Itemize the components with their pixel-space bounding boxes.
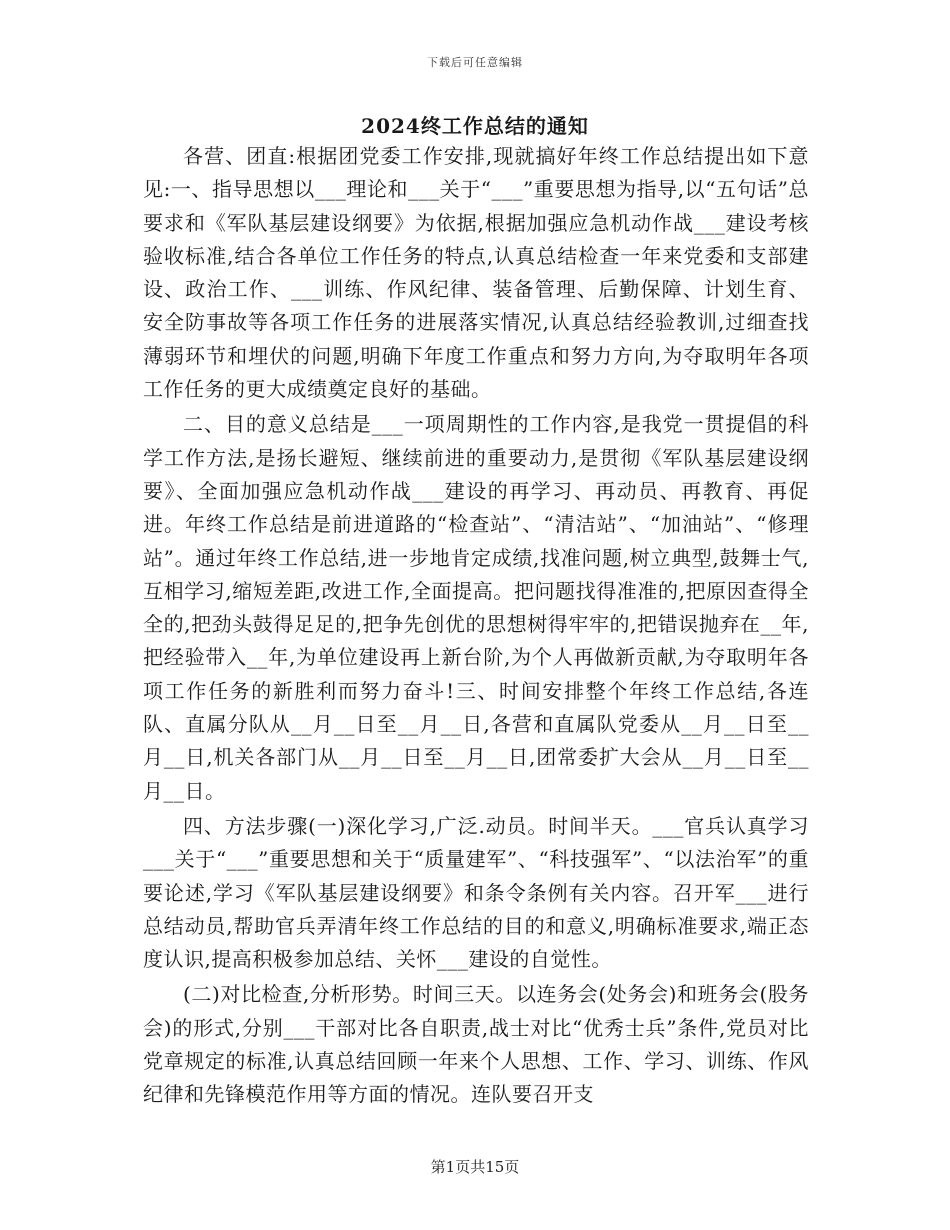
paragraph-3: 四、方法步骤(一)深化学习,广泛.动员。时间半天。___官兵认真学习___关于“___”重要思想和关于“质量建军”、“科技强军”、“以法治军”的重要论述,学习《军队基层建设纲要》和条令条例有关内容。召开军___进行总结动员,帮助官兵弄清年终工作总结的目的和意义,明确标准要求,端正态度认识,提高积极参加总结、关怀___建设的自觉性。 [143,813,809,972]
paragraph-1: 各营、团直:根据团党委工作安排,现就搞好年终工作总结提出如下意见:一、指导思想以___理论和___关于“___”重要思想为指导,以“五句话”总要求和《军队基层建设纲要》为依据,根据加强应急机动作战___建设考核验收标准,结合各单位工作任务的特点,认真总结检查一年来党委和支部建设、政治工作、___训练、作风纪律、装备管理、后勤保障、计划生育、安全防事故等各项工作任务的进展落实情况,认真总结经验教训,过细查找薄弱环节和埋伏的问题,明确下年度工作重点和努力方向,为夺取明年各项工作任务的更大成绩奠定良好的基础。 [143,144,809,402]
page-number: 第1页共15页 [430,1158,520,1176]
header-note: 下载后可任意编辑 [427,56,523,69]
paragraph-4: (二)对比检查,分析形势。时间三天。以连务会(处务会)和班务会(股务会)的形式,分别___干部对比各自职责,战士对比“优秀士兵”条件,党员对比党章规定的标准,认真总结回顾一年来个人思想、工作、学习、训练、作风纪律和先锋模范作用等方面的情况。连队要召开支 [143,982,809,1107]
paragraph-2: 二、目的意义总结是___一项周期性的工作内容,是我党一贯提倡的科学工作方法,是扬长避短、继续前进的重要动力,是贯彻《军队基层建设纲要》、全面加强应急机动作战___建设的再学习、再动员、再教育、再促进。年终工作总结是前进道路的“检查站”、“清洁站”、“加油站”、“修理站”。通过年终工作总结,进一步地肯定成绩,找准问题,树立典型,鼓舞士气,互相学习,缩短差距,改进工作,全面提高。把问题找得准准的,把原因查得全全的,把劲头鼓得足足的,把争先创优的思想树得牢牢的,把错误抛弃在__年,把经验带入__年,为单位建设再上新台阶,为个人再做新贡献,为夺取明年各项工作任务的新胜利而努力奋斗!三、时间安排整个年终工作总结,各连队、直属分队从__月__日至__月__日,各营和直属队党委从__月__日至__月__日,机关各部门从__月__日至__月__日,团常委扩大会从__月__日至__月__日。 [143,412,809,803]
document-body [143,140,809,1112]
document-title: 2024终工作总结的通知 [361,114,589,138]
